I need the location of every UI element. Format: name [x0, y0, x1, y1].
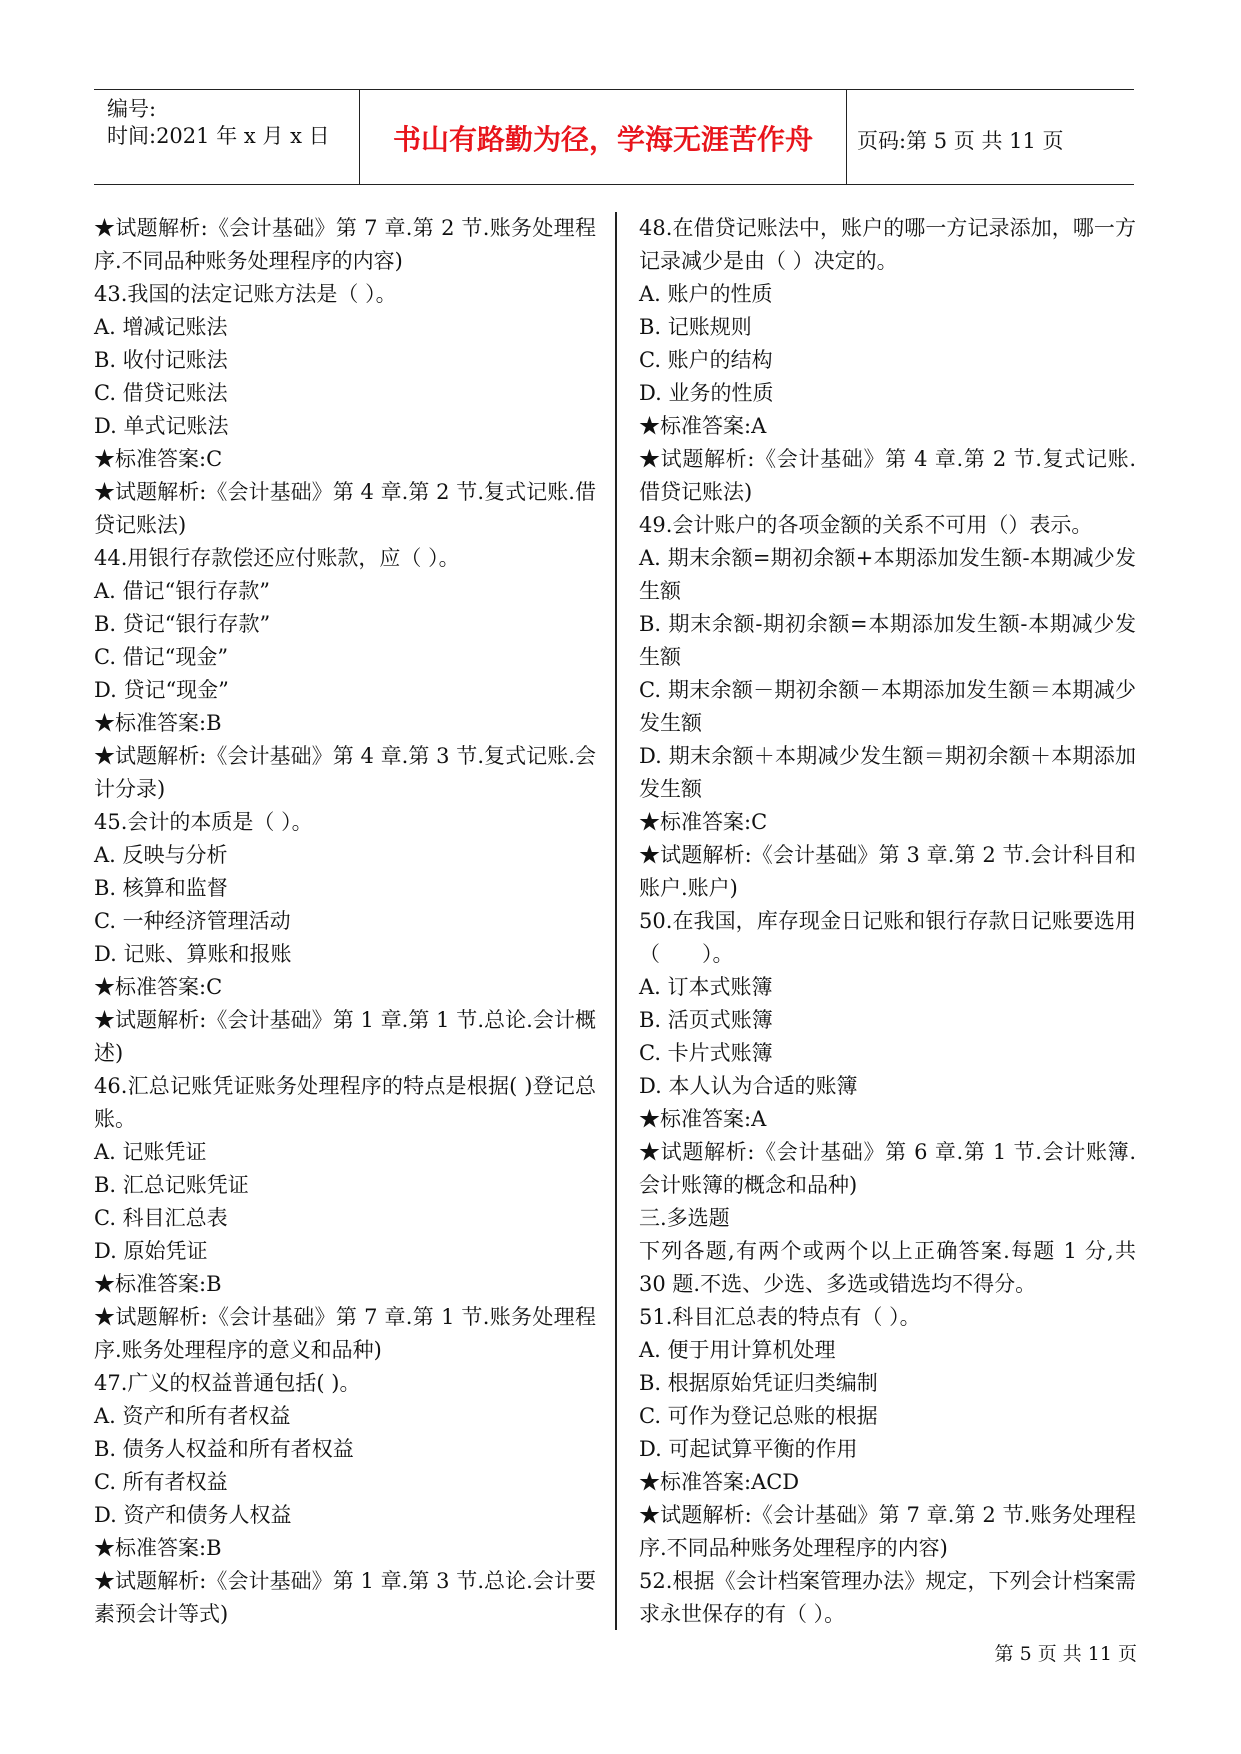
text-line: B. 收付记账法 — [94, 348, 228, 372]
header-page-cell — [847, 90, 1134, 184]
text-line: ★标准答案:C — [94, 975, 223, 999]
text-line: ★试题解析:《会计基础》第 4 章.第 2 节.复式记账.借贷记账法) — [94, 480, 596, 537]
text-line: B. 核算和监督 — [94, 876, 228, 900]
text-line: ★试题解析:《会计基础》第 4 章.第 2 节.复式记账.借贷记账法) — [639, 447, 1136, 504]
text-line: C. 借贷记账法 — [94, 381, 228, 405]
text-line: ★标准答案:A — [639, 1107, 767, 1131]
text-line: C. 可作为登记总账的根据 — [639, 1404, 878, 1428]
text-line: ★标准答案:B — [94, 1272, 222, 1296]
text-line: ★标准答案:A — [639, 414, 767, 438]
text-line: ★试题解析:《会计基础》第 3 章.第 2 节.会计科目和账户.账户) — [639, 843, 1136, 900]
header-page-number: 页码:第 5 页 共 11 页 — [857, 129, 1064, 153]
text-line: ★试题解析:《会计基础》第 4 章.第 3 节.复式记账.会计分录) — [94, 744, 596, 801]
time-label: 时间:2021 年 x 月 x 日 — [107, 124, 330, 148]
column-divider — [615, 212, 617, 1630]
text-line: ★试题解析:《会计基础》第 6 章.第 1 节.会计账簿.会计账簿的概念和品种) — [639, 1140, 1136, 1197]
text-line: C. 账户的结构 — [639, 348, 773, 372]
text-line: 49.会计账户的各项金额的关系不可用（）表示。 — [639, 513, 1093, 537]
text-line: ★标准答案:C — [639, 810, 768, 834]
text-line: C. 借记“现金” — [94, 645, 229, 669]
left-column — [94, 212, 596, 1631]
text-line: 46.汇总记账凭证账务处理程序的特点是根据( )登记总账。 — [94, 1074, 596, 1131]
right-column — [639, 212, 1136, 1631]
text-line: A. 便于用计算机处理 — [639, 1338, 836, 1362]
text-line: A. 增减记账法 — [94, 315, 228, 339]
text-line: 50.在我国，库存现金日记账和银行存款日记账要选用（ ）。 — [639, 909, 1136, 966]
text-line: B. 贷记“银行存款” — [94, 612, 271, 636]
text-line: A. 记账凭证 — [94, 1140, 207, 1164]
text-line: ★试题解析:《会计基础》第 7 章.第 2 节.账务处理程序.不同品种账务处理程序的内容) — [639, 1503, 1136, 1560]
text-line: 51.科目汇总表的特点有（ ）。 — [639, 1305, 921, 1329]
text-line: 44.用银行存款偿还应付账款，应（ ）。 — [94, 546, 460, 570]
document-header — [94, 89, 1134, 185]
text-line: D. 本人认为合适的账簿 — [639, 1074, 858, 1098]
header-motto-cell — [360, 90, 847, 184]
text-line: 三.多选题 — [639, 1206, 730, 1230]
text-line: D. 记账、算账和报账 — [94, 942, 292, 966]
text-line: ★标准答案:C — [94, 447, 223, 471]
text-line: C. 一种经济管理活动 — [94, 909, 291, 933]
text-line: D. 贷记“现金” — [94, 678, 229, 702]
text-line: ★标准答案:ACD — [639, 1470, 800, 1494]
text-line: ★试题解析:《会计基础》第 1 章.第 1 节.总论.会计概述) — [94, 1008, 596, 1065]
text-line: C. 所有者权益 — [94, 1470, 228, 1494]
text-line: 48.在借贷记账法中，账户的哪一方记录添加，哪一方记录减少是由（ ）决定的。 — [639, 216, 1136, 273]
text-line: 下列各题,有两个或两个以上正确答案.每题 1 分,共 30 题.不选、少选、多选或错选均不得分。 — [639, 1239, 1136, 1296]
text-line: C. 期末余额－期初余额－本期添加发生额＝本期减少发生额 — [639, 678, 1136, 735]
motto-text: 书山有路勤为径，学海无涯苦作舟 — [392, 123, 813, 156]
text-line: B. 汇总记账凭证 — [94, 1173, 249, 1197]
header-info-cell — [94, 90, 360, 184]
text-line: D. 单式记账法 — [94, 414, 229, 438]
text-line: B. 期末余额-期初余额=本期添加发生额-本期减少发生额 — [639, 612, 1136, 669]
text-line: C. 卡片式账簿 — [639, 1041, 773, 1065]
text-line: 45.会计的本质是（ ）。 — [94, 810, 313, 834]
text-line: ★标准答案:B — [94, 711, 222, 735]
text-line: D. 可起试算平衡的作用 — [639, 1437, 858, 1461]
footer-page-number: 第 5 页 共 11 页 — [994, 1643, 1137, 1665]
text-line: B. 债务人权益和所有者权益 — [94, 1437, 354, 1461]
text-line: ★标准答案:B — [94, 1536, 222, 1560]
text-line: 52.根据《会计档案管理办法》规定，下列会计档案需求永世保存的有（ ）。 — [639, 1569, 1136, 1626]
text-line: ★试题解析:《会计基础》第 7 章.第 2 节.账务处理程序.不同品种账务处理程序的内容) — [94, 216, 596, 273]
text-line: A. 借记“银行存款” — [94, 579, 270, 603]
text-line: D. 资产和债务人权益 — [94, 1503, 292, 1527]
text-line: B. 根据原始凭证归类编制 — [639, 1371, 878, 1395]
text-line: 47.广义的权益普通包括( )。 — [94, 1371, 361, 1395]
text-line: A. 反映与分析 — [94, 843, 228, 867]
text-line: ★试题解析:《会计基础》第 1 章.第 3 节.总论.会计要素预会计等式) — [94, 1569, 596, 1626]
text-line: C. 科目汇总表 — [94, 1206, 228, 1230]
text-line: B. 活页式账簿 — [639, 1008, 773, 1032]
text-line: A. 期末余额=期初余额+本期添加发生额-本期减少发生额 — [639, 546, 1136, 603]
text-line: 43.我国的法定记账方法是（ ）。 — [94, 282, 397, 306]
text-line: B. 记账规则 — [639, 315, 752, 339]
text-line: D. 原始凭证 — [94, 1239, 208, 1263]
text-line: D. 业务的性质 — [639, 381, 774, 405]
text-line: ★试题解析:《会计基础》第 7 章.第 1 节.账务处理程序.账务处理程序的意义和品种) — [94, 1305, 596, 1362]
text-line: A. 订本式账簿 — [639, 975, 773, 999]
text-line: A. 资产和所有者权益 — [94, 1404, 291, 1428]
text-line: A. 账户的性质 — [639, 282, 773, 306]
serial-label: 编号: — [107, 97, 157, 121]
text-line: D. 期末余额＋本期减少发生额＝期初余额＋本期添加发生额 — [639, 744, 1136, 801]
